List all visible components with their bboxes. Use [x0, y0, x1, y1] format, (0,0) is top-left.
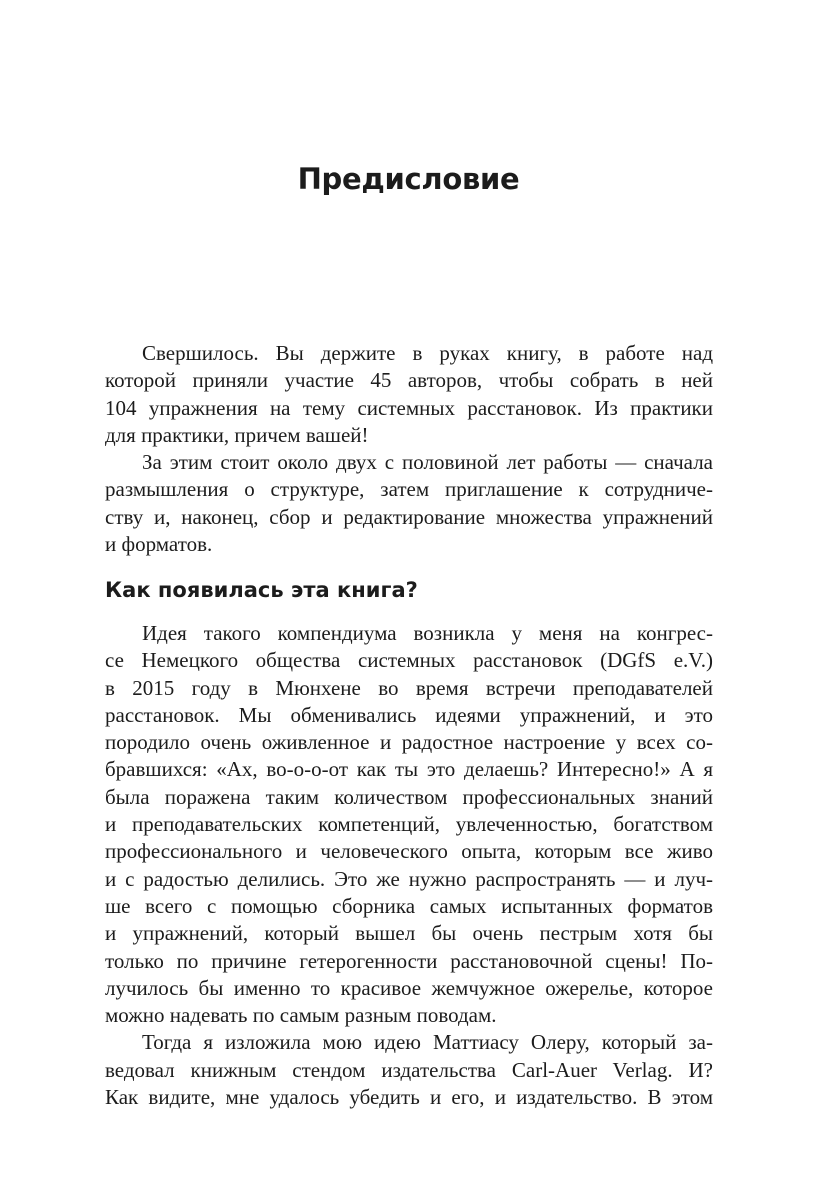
- text-line: Свершилось. Вы держите в руках книгу, в работе над: [142, 341, 713, 365]
- text-line: се Немецкого общества системных расстановок (DGfS e.V.): [105, 648, 713, 673]
- text-line: которой приняли участие 45 авторов, чтобы собрать в ней: [105, 368, 713, 393]
- text-line: ше всего с помощью сборника самых испытанных форматов: [105, 893, 713, 918]
- text-line: была поражена таким количеством профессиональных знаний: [105, 784, 713, 809]
- text-line: в 2015 году в Мюнхене во время встречи преподавателей: [105, 675, 713, 700]
- text-line: профессионального и человеческого опыта, которым все живо: [105, 839, 713, 864]
- text-line: и упражнений, который вышел бы очень пестрым хотя бы: [105, 921, 713, 946]
- section-paragraphs: [105, 620, 713, 1111]
- text-line: можно надевать по самым разным поводам.: [105, 1003, 497, 1028]
- text-line: ству и, наконец, сбор и редактирование множества упражнений: [105, 504, 713, 529]
- text-line: Идея такого компендиума возникла у меня на конгрес-: [142, 621, 713, 645]
- page-title: Предисловие: [297, 162, 520, 196]
- intro-paragraphs: [105, 340, 713, 558]
- text-line: размышления о структуре, затем приглашение к сотрудниче-: [105, 477, 713, 502]
- text-line: породило очень оживленное и радостное настроение у всех со-: [105, 730, 713, 755]
- text-line: расстановок. Мы обменивались идеями упражнений, и это: [105, 702, 713, 727]
- text-line: Как видите, мне удалось убедить и его, и издательство. В этом: [105, 1085, 713, 1110]
- section-heading: Как появилась эта книга?: [105, 578, 418, 602]
- text-line: и преподавательских компетенций, увлеченностью, богатством: [105, 812, 713, 837]
- text-line: для практики, причем вашей!: [105, 422, 369, 447]
- text-line: За этим стоит около двух с половиной лет работы — сначала: [142, 450, 713, 475]
- text-line: лучилось бы именно то красивое жемчужное ожерелье, которое: [105, 975, 713, 1000]
- text-line: 104 упражнения на тему системных расстановок. Из практики: [105, 395, 713, 420]
- text-line: только по причине гетерогенности расстановочной сцены! По-: [105, 948, 713, 973]
- text-line: ведовал книжным стендом издательства Carl-Auer Verlag. И?: [105, 1057, 713, 1082]
- text-line: и с радостью делились. Это же нужно распространять — и луч-: [105, 866, 713, 891]
- text-line: и форматов.: [105, 532, 213, 557]
- text-line: Тогда я изложила мою идею Маттиасу Олеру, который за-: [142, 1030, 713, 1055]
- text-line: бравшихся: «Ах, во-о-о-от как ты это делаешь? Интересно!» А я: [105, 757, 713, 782]
